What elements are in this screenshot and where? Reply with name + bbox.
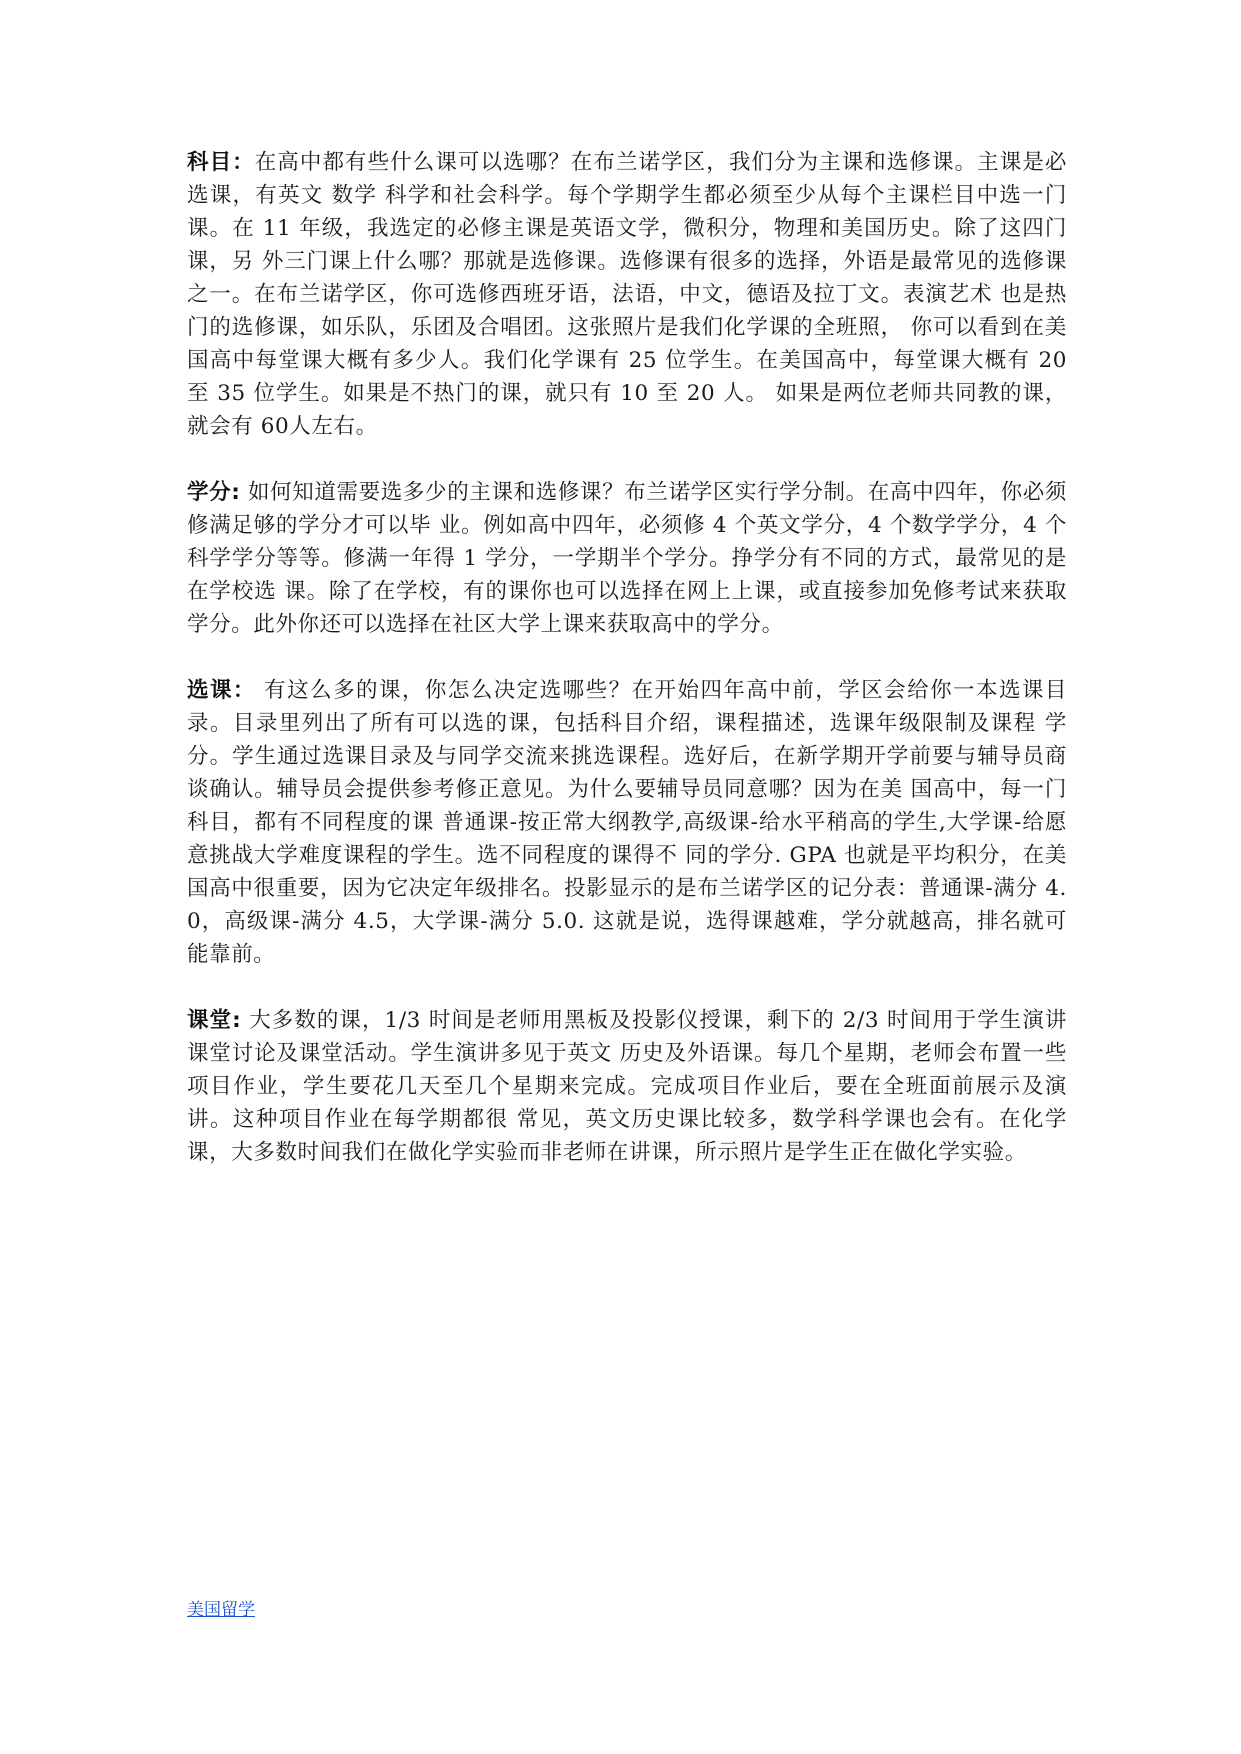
- credits-text: 如何知道需要选多少的主课和选修课？布兰诺学区实行学分制。在高中四年，你必须修满足够的学分才可以毕 业。例如高中四年，必须修 4 个英文学分，4 个数学学分，4 个科学学分等等。修满一年得 1 学分，一学期半个学分。挣学分有不同的方式，最常见的是在学校选 课。除了在学校，有的课你也可以选择在网上上课，或直接参加免修考试来获取学分。此外你还可以选择在社区大学上课来获取高中的学分。: [187, 480, 1068, 637]
- paragraph-credits: [187, 476, 1067, 641]
- study-in-usa-link[interactable]: 美国留学: [187, 1600, 255, 1620]
- classroom-text: 大多数的课，1/3 时间是老师用黑板及投影仪授课，剩下的 2/3 时间用于学生演讲 课堂讨论及课堂活动。学生演讲多见于英文 历史及外语课。每几个星期，老师会布置一些项目作业，学生要花几天至几个星期来完成。完成项目作业后，要在全班面前展示及演讲。这种项目作业在每学期都很 常见，英文历史课比较多，数学科学课也会有。在化学课，大多数时间我们在做化学实验而非老师在讲课，所示照片是学生正在做化学实验。: [187, 1008, 1067, 1165]
- course-selection-text: 有这么多的课，你怎么决定选哪些？在开始四年高中前，学区会给你一本选课目录。目录里列出了所有可以选的课，包括科目介绍，课程描述，选课年级限制及课程 学分。学生通过选课目录及与同学交流来挑选课程。选好后，在新学期开学前要与辅导员商谈确认。辅导员会提供参考修正意见。为什么要辅导员同意哪？因为在美 国高中，每一门科目，都有不同程度的课 普通课-按正常大纲教学,高级课-给水平稍高的学生,大学课-给愿意挑战大学难度课程的学生。选不同程度的课得不 同的学分. GPA 也就是平均积分，在美国高中很重要，因为它决定年级排名。投影显示的是布兰诺学区的记分表：普通课-满分 4.0，高级课-满分 4.5，大学课-满分 5.0. 这就是说，选得课越难，学分就越高，排名就可能靠前。: [187, 678, 1067, 967]
- document-body: [187, 146, 1067, 1202]
- course-selection-heading: 选课：: [187, 678, 256, 703]
- credits-heading: 学分:: [187, 480, 241, 505]
- paragraph-course-selection: [187, 674, 1067, 971]
- subjects-text: 在高中都有些什么课可以选哪？在布兰诺学区，我们分为主课和选修课。主课是必选课，有英文 数学 科学和社会科学。每个学期学生都必须至少从每个主课栏目中选一门课。在 11 年级，我选定的必修主课是英语文学，微积分，物理和美国历史。除了这四门课，另 外三门课上什么哪？那就是选修课。选修课有很多的选择，外语是最常见的选修课之一。在布兰诺学区，你可选修西班牙语，法语，中文，德语及拉丁文。表演艺术 也是热门的选修课，如乐队，乐团及合唱团。这张照片是我们化学课的全班照， 你可以看到在美国高中每堂课大概有多少人。我们化学课有 25 位学生。在美国高中，每堂课大概有 20 至 35 位学生。如果是不热门的课，就只有 10 至 20 人。 如果是两位老师共同教的课，就会有 60人左右。: [187, 150, 1067, 439]
- paragraph-classroom: [187, 1004, 1067, 1169]
- classroom-heading: 课堂:: [187, 1008, 242, 1033]
- subjects-heading: 科目：: [187, 150, 255, 175]
- paragraph-subjects: [187, 146, 1067, 443]
